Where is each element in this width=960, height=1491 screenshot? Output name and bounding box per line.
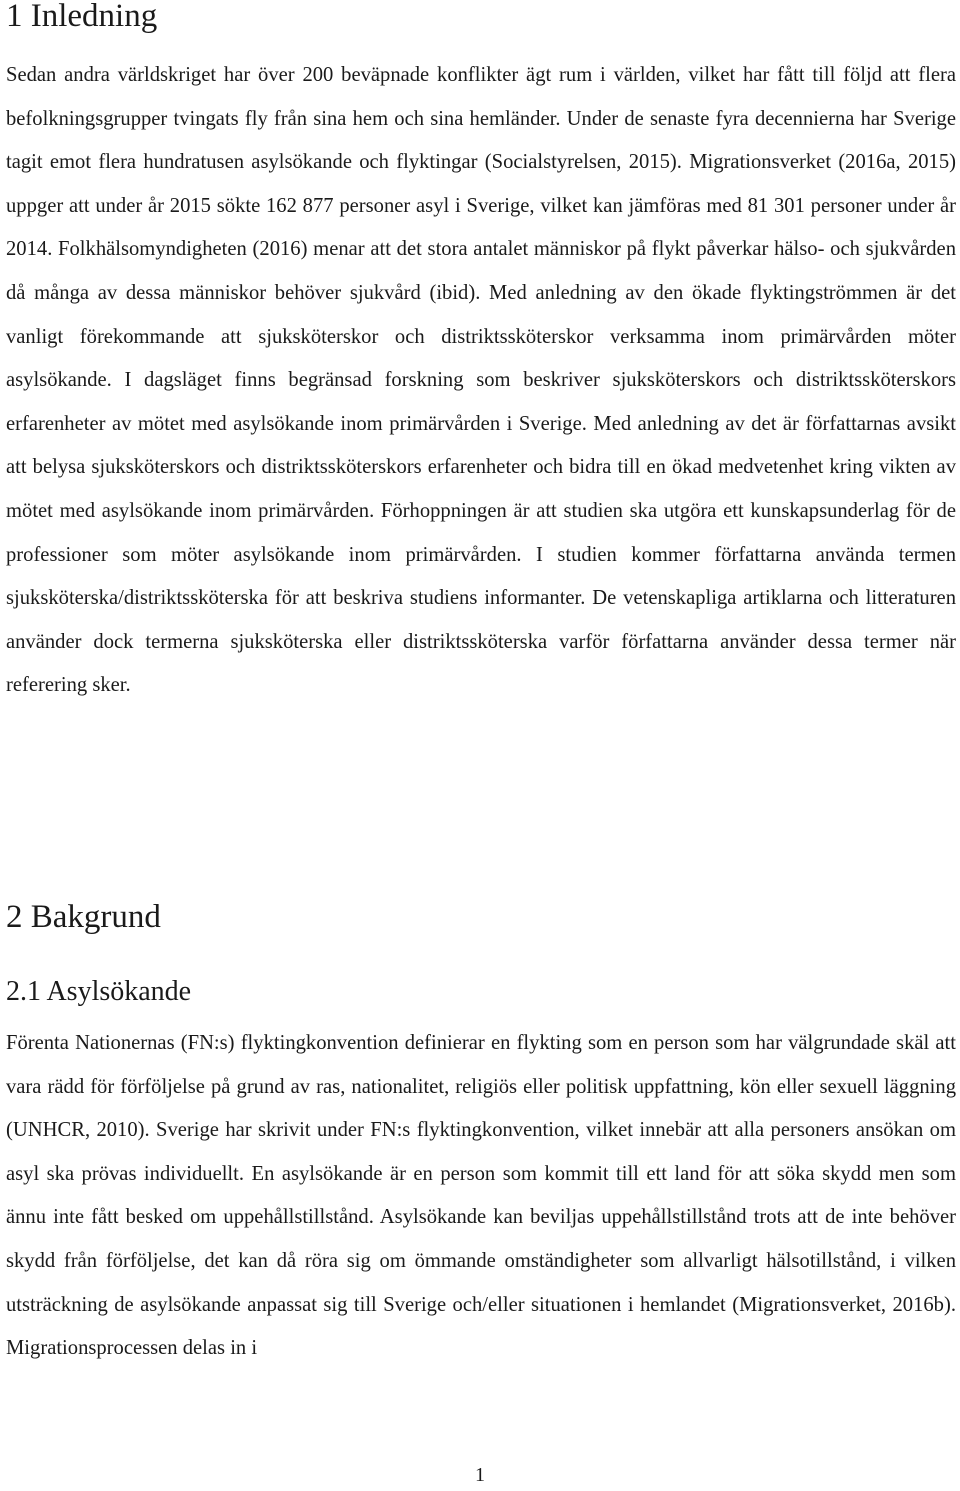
section-heading-inledning: 1 Inledning [6, 0, 158, 34]
section-heading-bakgrund: 2 Bakgrund [6, 899, 161, 935]
subsection-heading-asylsokande: 2.1 Asylsökande [6, 976, 192, 1007]
paragraph-asylsokande: Förenta Nationernas (FN:s) flyktingkonvention definierar en flykting som en person som har välgrundade skäl att vara rädd för förföljelse på grund av ras, nationalitet, religiös eller politisk uppfattning, kön eller sexuell läggning (UNHCR, 2010). Sverige har skrivit under FN:s flyktingkonvention, vilket innebär att alla personers ansökan om asyl ska prövas individuellt. En asylsökande är en person som kommit till ett land för att söka skydd men som ännu inte fått besked om uppehållstillstånd. Asylsökande kan beviljas uppehållstillstånd trots att de inte behöver skydd från förföljelse, det kan då röra sig om ömmande omständigheter som allvarligt hälsotillstånd, i vilken utsträckning de asylsökande anpassat sig till Sverige och/eller situationen i hemlandet (Migrationsverket, 2016b). Migrationsprocessen delas in i [6, 1032, 956, 1360]
paragraph-inledning: Sedan andra världskriget har över 200 beväpnade konflikter ägt rum i världen, vilket har fått till följd att flera befolkningsgrupper tvingats fly från sina hem och sina hemländer. Under de senaste fyra decennierna har Sverige tagit emot flera hundratusen asylsökande och flyktingar (Socialstyrelsen, 2015). Migrationsverket (2016a, 2015) uppger att under år 2015 sökte 162 877 personer asyl i Sverige, vilket kan jämföras med 81 301 personer under år 2014. Folkhälsomyndigheten (2016) menar att det stora antalet människor på flykt påverkar hälso- och sjukvården då många av dessa människor behöver sjukvård (ibid). Med anledning av den ökade flyktingströmmen är det vanligt förekommande att sjuksköterskor och distriktssköterskor verksamma inom primärvården möter asylsökande. I dagsläget finns begränsad forskning som beskriver sjuksköterskors och distriktssköterskors erfarenheter av mötet med asylsökande inom primärvården i Sverige. Med anledning av det är författarnas avsikt att belysa sjuksköterskors och distriktssköterskors erfarenheter och bidra till en ökad medvetenhet kring vikten av mötet med asylsökande inom primärvården. Förhoppningen är att studien ska utgöra ett kunskapsunderlag för de professioner som möter asylsökande inom primärvården. I studien kommer författarna använda termen sjuksköterska/distriktssköterska för att beskriva studiens informanter. De vetenskapliga artiklarna och litteraturen använder dock termerna sjuksköterska eller distriktssköterska varför författarna använder dessa termer när referering sker. [6, 64, 956, 697]
page-number: 1 [475, 1464, 485, 1486]
